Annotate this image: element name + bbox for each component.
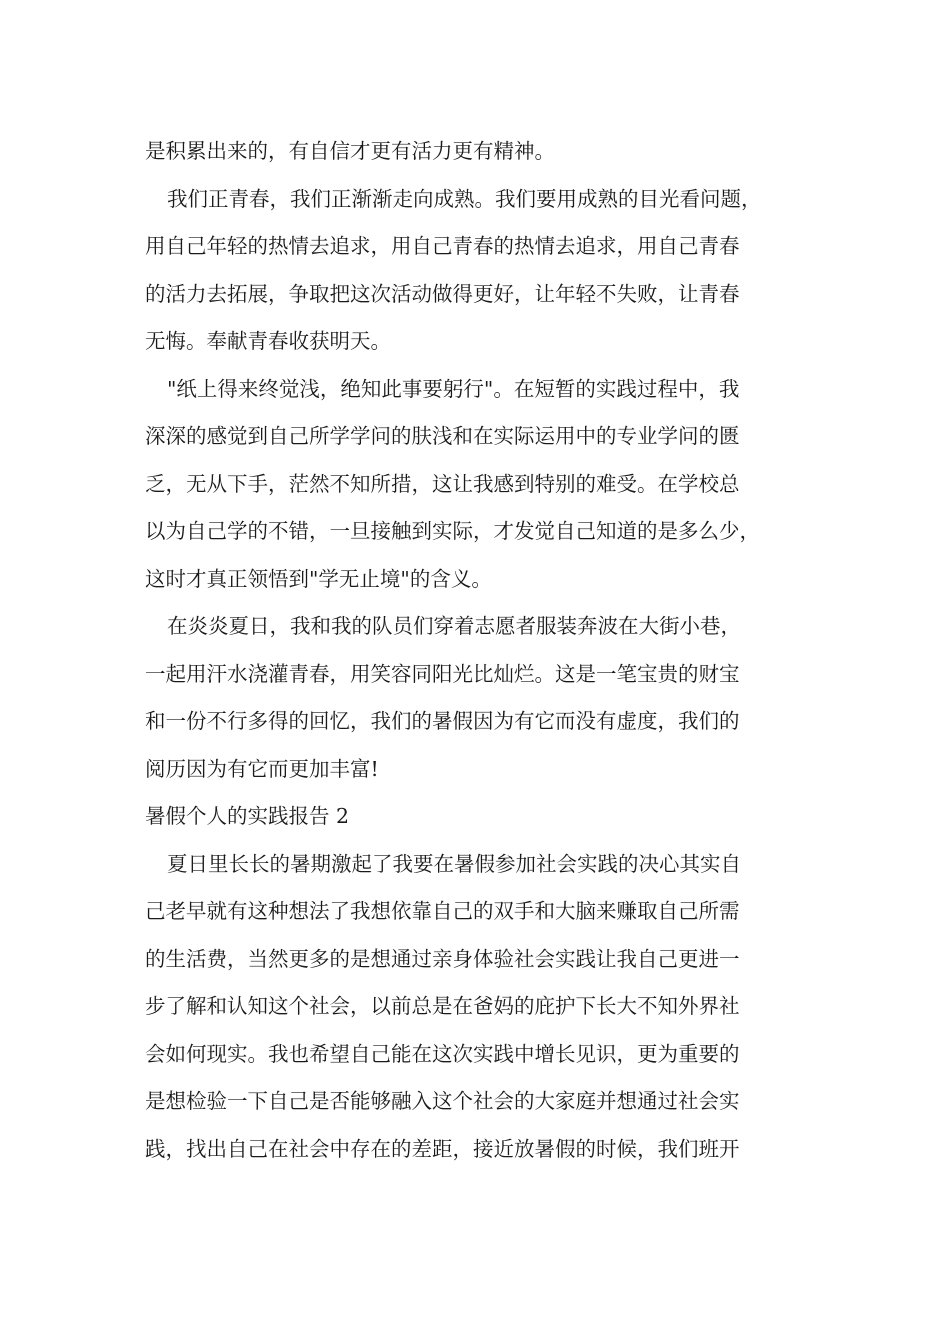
text-line: 是想检验一下自己是否能够融入这个社会的大家庭并想通过社会实 — [145, 1089, 740, 1113]
text-line: 用自己年轻的热情去追求，用自己青春的热情去追求，用自己青春 — [145, 234, 740, 258]
text-line: 无悔。奉献青春收获明天。 — [145, 329, 391, 353]
text-line: 我们正青春，我们正渐渐走向成熟。我们要用成熟的目光看问题， — [167, 186, 762, 211]
document-body — [145, 128, 825, 1173]
text-line: 是积累出来的，有自信才更有活力更有精神。 — [145, 139, 555, 163]
text-line: "纸上得来终觉浅，绝知此事要躬行"。在短暂的实践过程中，我 — [167, 376, 740, 401]
text-line: 夏日里长长的暑期激起了我要在暑假参加社会实践的决心其实自 — [167, 851, 741, 876]
text-line: 践，找出自己在社会中存在的差距，接近放暑假的时候，我们班开 — [145, 1136, 740, 1161]
text-line: 阅历因为有它而更加丰富! — [145, 756, 379, 781]
text-line: 以为自己学的不错，一旦接触到实际，才发觉自己知道的是多么少， — [145, 519, 760, 543]
text-line: 步了解和认知这个社会，以前总是在爸妈的庇护下长大不知外界社 — [145, 994, 740, 1018]
text-line: 乏，无从下手，茫然不知所措，这让我感到特别的难受。在学校总 — [145, 471, 740, 496]
text-line: 会如何现实。我也希望自己能在这次实践中增长见识，更为重要的 — [145, 1041, 740, 1066]
text-line: 和一份不行多得的回忆，我们的暑假因为有它而没有虚度，我们的 — [145, 709, 740, 733]
text-line: 己老早就有这种想法了我想依靠自己的双手和大脑来赚取自己所需 — [145, 899, 740, 923]
text-line: 一起用汗水浇灌青春，用笑容同阳光比灿烂。这是一笔宝贵的财宝 — [145, 661, 740, 686]
section-heading: 暑假个人的实践报告 2 — [145, 804, 350, 828]
text-line: 在炎炎夏日，我和我的队员们穿着志愿者服装奔波在大街小巷， — [167, 614, 741, 638]
text-line: 的生活费，当然更多的是想通过亲身体验社会实践让我自己更进一 — [145, 946, 740, 971]
text-line: 这时才真正领悟到"学无止境"的含义。 — [145, 566, 492, 591]
text-line: 的活力去拓展，争取把这次活动做得更好，让年轻不失败，让青春 — [145, 281, 740, 306]
text-line: 深深的感觉到自己所学学问的肤浅和在实际运用中的专业学问的匮 — [145, 424, 740, 448]
